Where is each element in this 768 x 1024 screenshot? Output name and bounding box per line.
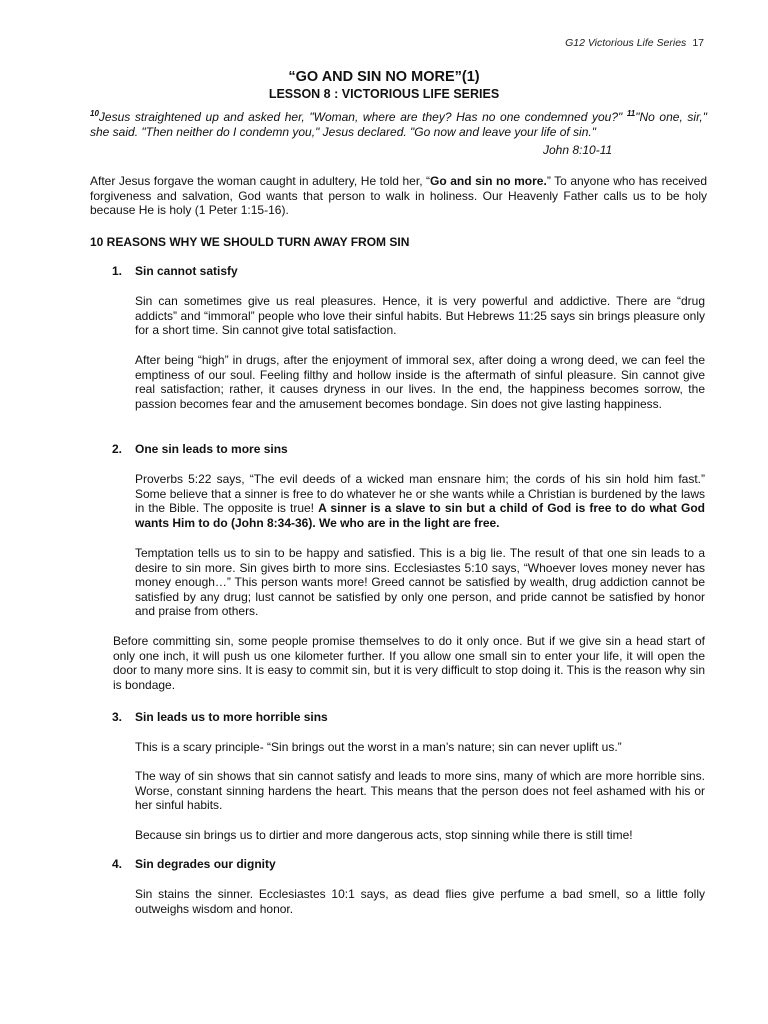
reason-heading xyxy=(112,442,288,456)
verse-text: Jesus straightened up and asked her, "Woman, where are they? Has no one condemned you?" xyxy=(98,110,627,124)
reason-paragraph: Sin stains the sinner. Ecclesiastes 10:1 says, as dead flies give perfume a bad smell, so a little folly outweighs wisdom and honor. xyxy=(135,887,705,916)
reason-paragraph: Temptation tells us to sin to be happy and satisfied. This is a big lie. The result of that one sin leads to a desire to sin more. Sin gives birth to more sins. Ecclesiastes 5:10 says, “Whoever loves money never has money enough…” This person wants more! Greed cannot be satisfied by wealth, drug addiction cannot be satisfied by any drug; lust cannot be satisfied by only one person, and pride cannot be satisfied by honor and praise from others. xyxy=(135,546,705,619)
reason-number: 1. xyxy=(112,264,123,278)
verse-text: "No one, sir," she said. "Then neither do I condemn you," Jesus declared. "Go now and leave your life of sin." xyxy=(90,110,707,139)
series-name: G12 Victorious Life Series xyxy=(565,37,687,49)
reason-paragraph: Before committing sin, some people promise themselves to do it only once. But if we give sin a head start of only one inch, it will push us one kilometer further. If you allow one small sin to enter your life, it will open the door to many more sins. It is easy to commit sin, but it is very difficult to stop doing it. This is the reason why sin is bondage. xyxy=(113,634,705,692)
reason-title: Sin leads us to more horrible sins xyxy=(135,710,328,724)
reason-paragraph: The way of sin shows that sin cannot satisfy and leads to more sins, many of which are more horrible sins. Worse, constant sinning hardens the heart. This means that the person does not feel ashamed with his or her sinful habits. xyxy=(135,769,705,813)
scripture-quote xyxy=(90,110,707,140)
intro-text: After Jesus forgave the woman caught in adultery, He told her, “ xyxy=(90,174,431,188)
page-title: “GO AND SIN NO MORE”(1) xyxy=(288,69,480,85)
running-header xyxy=(565,37,704,49)
reason-paragraph: Sin can sometimes give us real pleasures. Hence, it is very powerful and addictive. There are “drug addicts” and “immoral” people who love their sinful habits. But Hebrews 11:25 says sin brings pleasure only for a short time. Sin cannot give total satisfaction. xyxy=(135,294,705,338)
reason-number: 2. xyxy=(112,442,123,456)
intro-paragraph xyxy=(90,174,707,218)
reason-heading xyxy=(112,710,328,724)
reason-heading xyxy=(112,857,276,871)
scripture-reference: John 8:10-11 xyxy=(543,143,613,157)
intro-text: ” To anyone who has received forgiveness and salvation, God wants that person to walk in holiness. Our Heavenly Father calls us to be holy because He is holy (1 Peter 1:15-16). xyxy=(90,174,707,218)
reason-number: 4. xyxy=(112,857,123,871)
reason-paragraph: After being “high” in drugs, after the enjoyment of immoral sex, after doing a wrong deed, we can feel the emptiness of our soul. Feeling filthy and hollow inside is the aftermath of sinful pleasure. Sin cannot give real satisfaction; rather, it causes dryness in our lives. In the end, the happiness becomes sorrow, the passion becomes fear and the amusement becomes bondage. Sin does not give lasting happiness. xyxy=(135,353,705,411)
page-number: 17 xyxy=(692,37,704,49)
section-heading: 10 REASONS WHY WE SHOULD TURN AWAY FROM SIN xyxy=(90,235,410,249)
title-block xyxy=(0,69,768,102)
reason-title: One sin leads to more sins xyxy=(135,442,288,456)
reason-paragraph: This is a scary principle- “Sin brings out the worst in a man’s nature; sin can never uplift us.” xyxy=(135,740,622,754)
lesson-subtitle: LESSON 8 : VICTORIOUS LIFE SERIES xyxy=(268,87,500,101)
intro-emphasis: Go and sin no more. xyxy=(430,174,547,188)
verse-number: 11 xyxy=(626,109,636,118)
verse-number: 10 xyxy=(90,109,99,118)
reason-number: 3. xyxy=(112,710,123,724)
reason-paragraph: Because sin brings us to dirtier and more dangerous acts, stop sinning while there is still time! xyxy=(135,828,633,842)
reason-emphasis: A sinner is a slave to sin but a child of God is free to do what God wants Him to do (John 8:34-36). We who are in the light are free. xyxy=(135,501,705,530)
reason-text: Proverbs 5:22 says, “The evil deeds of a wicked man ensnare him; the cords of his sin hold him fast.” Some believe that a sinner is free to do whatever he or she wants while a Christian is burdened by the laws in the Bible. The opposite is true! xyxy=(135,472,705,516)
reason-paragraph xyxy=(135,472,705,530)
reason-heading xyxy=(112,264,238,278)
reason-title: Sin cannot satisfy xyxy=(135,264,238,278)
reason-title: Sin degrades our dignity xyxy=(135,857,276,871)
